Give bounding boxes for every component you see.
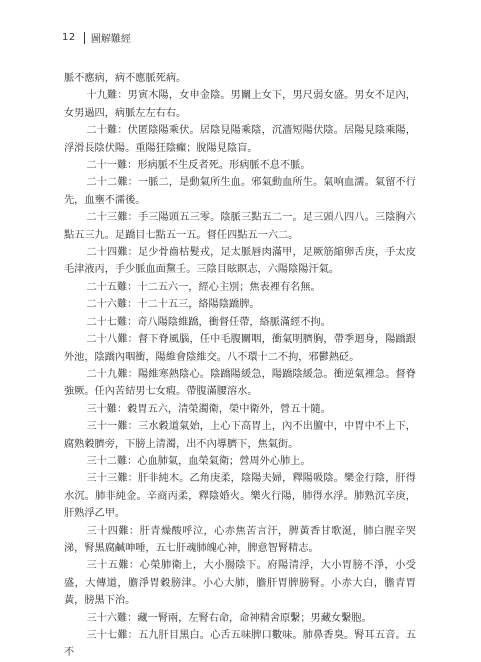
paragraph-nan-31: 三十一難：三水穀道氣始，上心下高胃上，內不出膻中，中胃中不上下，腐熟穀臍旁，下膀上清濁，出不內導臍下，焦氣街。 <box>64 421 416 450</box>
paragraph-nan-28: 二十八難：督下脊風腦，任中毛腹關咽，衝氣明臍胸，帶季迴身，陽蹻跟外池，陰蹻內咽衝，陽維會陰維交。八不環十二不拘，邪鬱熱砭。 <box>64 334 416 363</box>
header-divider <box>84 32 85 44</box>
paragraph-nan-30: 三十難：穀胃五六，清榮濁衛，榮中衛外，營五十隨。 <box>86 403 331 415</box>
paragraph-nan-24: 二十四難：足少骨齒枯髮戎，足太脈唇肉滿甲，足厥筋縮卵舌庚，手太皮毛津液丙，手少脈血面黧壬。三陰目眩瞑志，六陽陰陽汗氣。 <box>64 247 416 276</box>
page-body <box>64 70 416 662</box>
paragraph-nan-20: 二十難：伏匿陰陽乘伏。居陰見陽乘陰，沉濇短陽伏陰。居陽見陰乘陽，浮滑長陰伏陽。重陽狂陰癲；脫陽見陰盲。 <box>64 125 416 154</box>
paragraph-nan-33: 三十三難：肝非純木。乙角庚柔，陰陽夫婦，釋陽吸陰。樂金行陰，肝得水沉。肺非純金。辛商丙柔，釋陰婚火。樂火行陽，肺得水浮。肺熟沉辛庚，肝熟浮乙甲。 <box>64 473 416 520</box>
paragraph-continuation: 脈不應病，病不應脈死病。 <box>64 73 187 84</box>
paragraph-nan-25: 二十五難：十二五六一，經心主別；焦表裡有名無。 <box>86 281 321 293</box>
paragraph-nan-34: 三十四難：肝青燥酸呼泣，心赤焦苦言汗，脾黃香甘歌涎，肺白腥辛哭涕，腎黑腐鹹呻唾，五七肝魂肺魄心神，脾意智腎精志。 <box>64 525 416 554</box>
paragraph-nan-26: 二十六難：十二十五三，絡陽陰蹻脾。 <box>86 299 260 311</box>
paragraph-nan-36: 三十六難：藏一腎兩，左腎右命，命神精舍原繫；男藏女繫胞。 <box>86 612 372 624</box>
paragraph-nan-23: 二十三難：手三陽頭五三零。陰脈三點五二一。足三頭八四八。三陰胸六點五三九。足蹻目七點五一五。督任四點五一六二。 <box>64 212 416 241</box>
paragraph-nan-37: 三十七難：五九肝目黑白。心舌五味脾口數味。肺鼻香臭。腎耳五音。五不 <box>64 630 416 659</box>
paragraph-nan-29: 二十九難：陽維寒熱陰心。陰蹻陽緩急，陽蹻陰緩急。衝逆氣裡急。督脊強厥。任內苦結男七女瘕。帶腹滿腰溶水。 <box>64 368 416 398</box>
paragraph-nan-27: 二十七難：奇八陽陰維蹻，衝督任帶，絡脈滿經不拘。 <box>86 316 331 328</box>
paragraph-nan-32: 三十二難：心血肺氣，血榮氣衛；營周外心肺上。 <box>86 455 311 467</box>
page-header <box>62 30 131 45</box>
paragraph-nan-19: 十九難：男寅木陽，女申金陰。男關上女下，男尺弱女盛。男女不足內，女男過四，病脈左左右右。 <box>64 90 416 119</box>
page-number: 12 <box>62 32 76 43</box>
book-title: 圖解難經 <box>90 34 131 45</box>
paragraph-nan-35: 三十五難：心榮肺衛上，大小腸陰下。府陽清浮，大小胃膀不淨，小受盛，大傳道，膽淨胃穀膀津。小心大肺，膽肝胃脾膀腎。小赤大白，膽青胃黃，膀黑下治。 <box>64 560 416 607</box>
paragraph-nan-22: 二十二難：一脈二，是動氣所生血。邪氣動血所生。氣响血濡。氣留不行先，血壅不濡後。 <box>64 177 416 206</box>
paragraph-nan-21: 二十一難：形病脈不生反者死。形病脈不息不脈。 <box>86 160 311 172</box>
